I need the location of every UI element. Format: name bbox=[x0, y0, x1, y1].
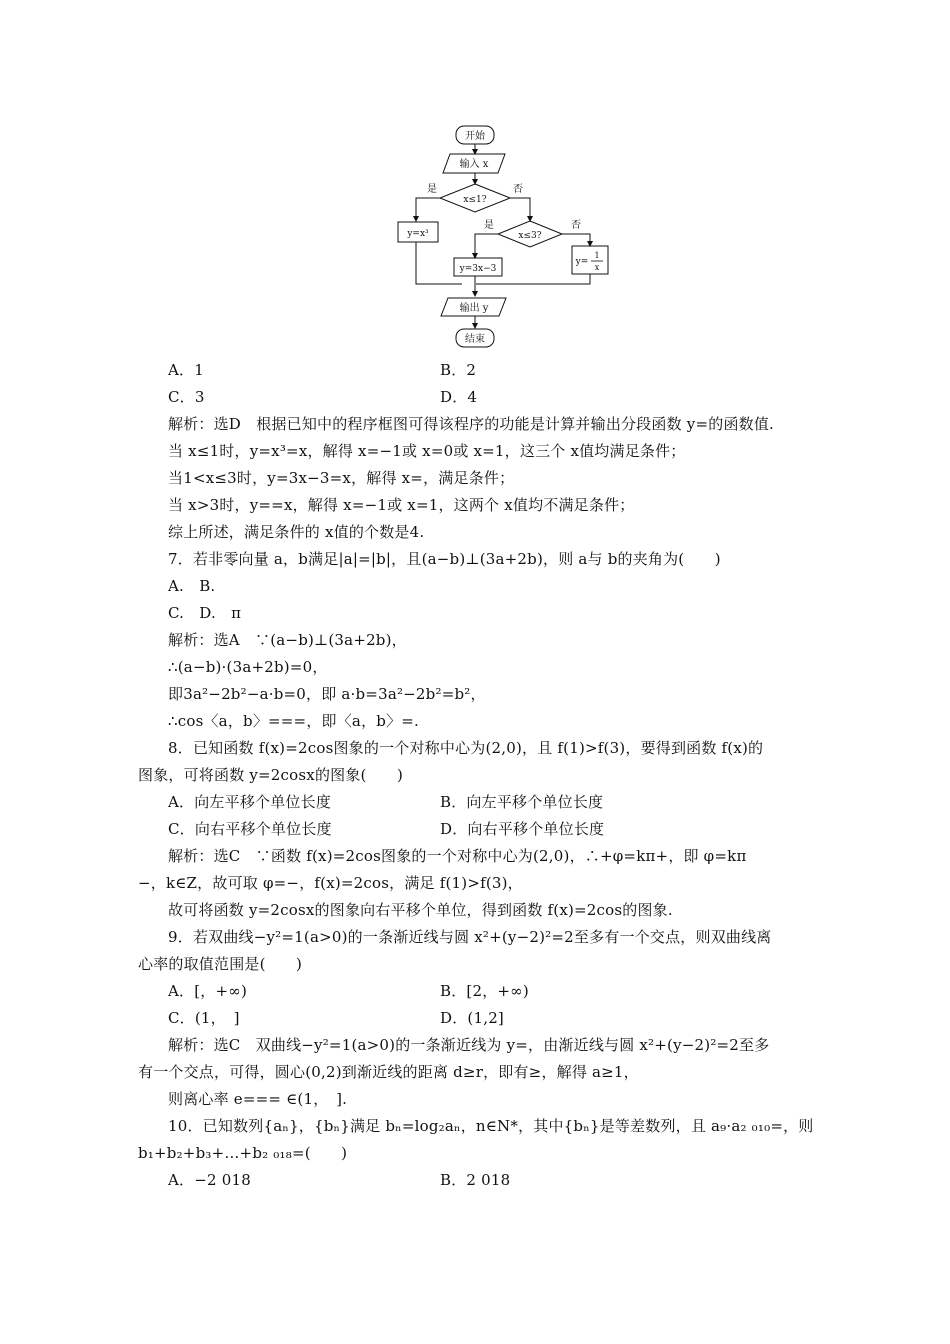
flow-cond1-yes: 是 bbox=[427, 184, 437, 195]
text-line: B．2 018 bbox=[440, 1171, 511, 1189]
text-line: 故可将函数 y=2cosx的图象向右平移个单位，得到函数 f(x)=2cos的图象. bbox=[168, 901, 673, 919]
flow-cond1-label: x≤1? bbox=[463, 195, 487, 205]
text-line: C. D. π bbox=[168, 604, 242, 622]
text-line: D．4 bbox=[440, 388, 478, 406]
text-line: 心率的取值范围是( ) bbox=[138, 955, 303, 973]
text-line: ∴cos〈a，b〉===，即〈a，b〉=. bbox=[168, 712, 420, 730]
text-line: −，k∈Z，故可取 φ=−，f(x)=2cos，满足 f(1)>f(3)， bbox=[138, 874, 523, 892]
text-line: B．2 bbox=[440, 361, 477, 379]
text-line: A．向左平移个单位长度 bbox=[168, 793, 332, 811]
text-line: B．[2，+∞) bbox=[440, 982, 529, 1000]
flow-box1-label: y=x³ bbox=[407, 229, 429, 239]
text-line: A．1 bbox=[168, 361, 204, 379]
text-line: 9．若双曲线−y²=1(a>0)的一条渐近线与圆 x²+(y−2)²=2至多有一个交点，则双曲线离 bbox=[168, 928, 772, 946]
text-line: 当 x≤1时，y=x³=x，解得 x=−1或 x=0或 x=1，这三个 x值均满足条件； bbox=[168, 442, 686, 460]
text-line: A．[，+∞) bbox=[168, 982, 248, 1000]
text-line: B．向左平移个单位长度 bbox=[440, 793, 604, 811]
text-line: 8．已知函数 f(x)=2cos图象的一个对称中心为(2,0)，且 f(1)>f(3)，要得到函数 f(x)的 bbox=[168, 739, 764, 757]
text-line: 解析：选C ∵函数 f(x)=2cos图象的一个对称中心为(2,0)，∴+φ=kπ+，即 φ=kπ bbox=[168, 847, 747, 865]
flow-end-label: 结束 bbox=[465, 334, 485, 345]
text-line: 则离心率 e=== ∈(1， ]. bbox=[168, 1090, 348, 1108]
text-line: 综上所述，满足条件的 x值的个数是4. bbox=[168, 523, 425, 541]
text-line: D．向右平移个单位长度 bbox=[440, 820, 605, 838]
flow-cond2-label: x≤3? bbox=[518, 231, 542, 241]
text-line: 解析：选A ∵(a−b)⊥(3a+2b)， bbox=[168, 631, 407, 649]
text-line: 解析：选D 根据已知中的程序框图可得该程序的功能是计算并输出分段函数 y=的函数值. bbox=[168, 415, 775, 433]
flow-box3-den: x bbox=[594, 263, 600, 272]
flow-cond1-no: 否 bbox=[513, 184, 523, 195]
flow-box3-num: 1 bbox=[594, 251, 600, 260]
text-line: 当1<x≤3时，y=3x−3=x，解得 x=，满足条件； bbox=[168, 469, 515, 487]
text-line: 7．若非零向量 a，b满足|a|=|b|，且(a−b)⊥(3a+2b)，则 a与 b的夹角为( ) bbox=[168, 550, 721, 568]
flow-output-label: 输出 y bbox=[459, 303, 489, 314]
text-line: 即3a²−2b²−a·b=0，即 a·b=3a²−2b²=b²， bbox=[168, 685, 486, 703]
flow-input-label: 输入 x bbox=[459, 159, 489, 170]
text-line: D．(1,2] bbox=[440, 1009, 504, 1027]
text-line: A．−2 018 bbox=[168, 1171, 251, 1189]
text-line: C．向右平移个单位长度 bbox=[168, 820, 332, 838]
text-line: b₁+b₂+b₃+…+b₂ ₀₁₈=( ) bbox=[138, 1144, 348, 1162]
flow-cond2-no: 否 bbox=[571, 220, 581, 231]
text-line: 10．已知数列{aₙ}，{bₙ}满足 bₙ=log₂aₙ，n∈N*，其中{bₙ}是等差数列，且 a₉·a₂ ₀₁₀=，则 bbox=[168, 1117, 814, 1135]
flow-box2-label: y=3x−3 bbox=[459, 264, 497, 274]
text-line: 当 x>3时，y==x，解得 x=−1或 x=1，这两个 x值均不满足条件； bbox=[168, 496, 635, 514]
text-line: 解析：选C 双曲线−y²=1(a>0)的一条渐近线为 y=，由渐近线与圆 x²+(y−2)²=2至多 bbox=[168, 1036, 770, 1054]
text-line: C．3 bbox=[168, 388, 205, 406]
flow-box3-left: y= bbox=[575, 257, 589, 267]
flow-start-label: 开始 bbox=[465, 131, 485, 142]
text-line: 有一个交点，可得，圆心(0,2)到渐近线的距离 d≥r，即有≥，解得 a≥1， bbox=[138, 1063, 639, 1081]
flow-cond2-yes: 是 bbox=[484, 220, 494, 231]
text-line: ∴(a−b)·(3a+2b)=0， bbox=[168, 658, 328, 676]
text-line: 图象，可将函数 y=2cosx的图象( ) bbox=[138, 766, 404, 784]
text-line: C．(1， ] bbox=[168, 1009, 240, 1027]
text-line: A. B. bbox=[168, 577, 216, 595]
program-flowchart bbox=[380, 118, 620, 356]
